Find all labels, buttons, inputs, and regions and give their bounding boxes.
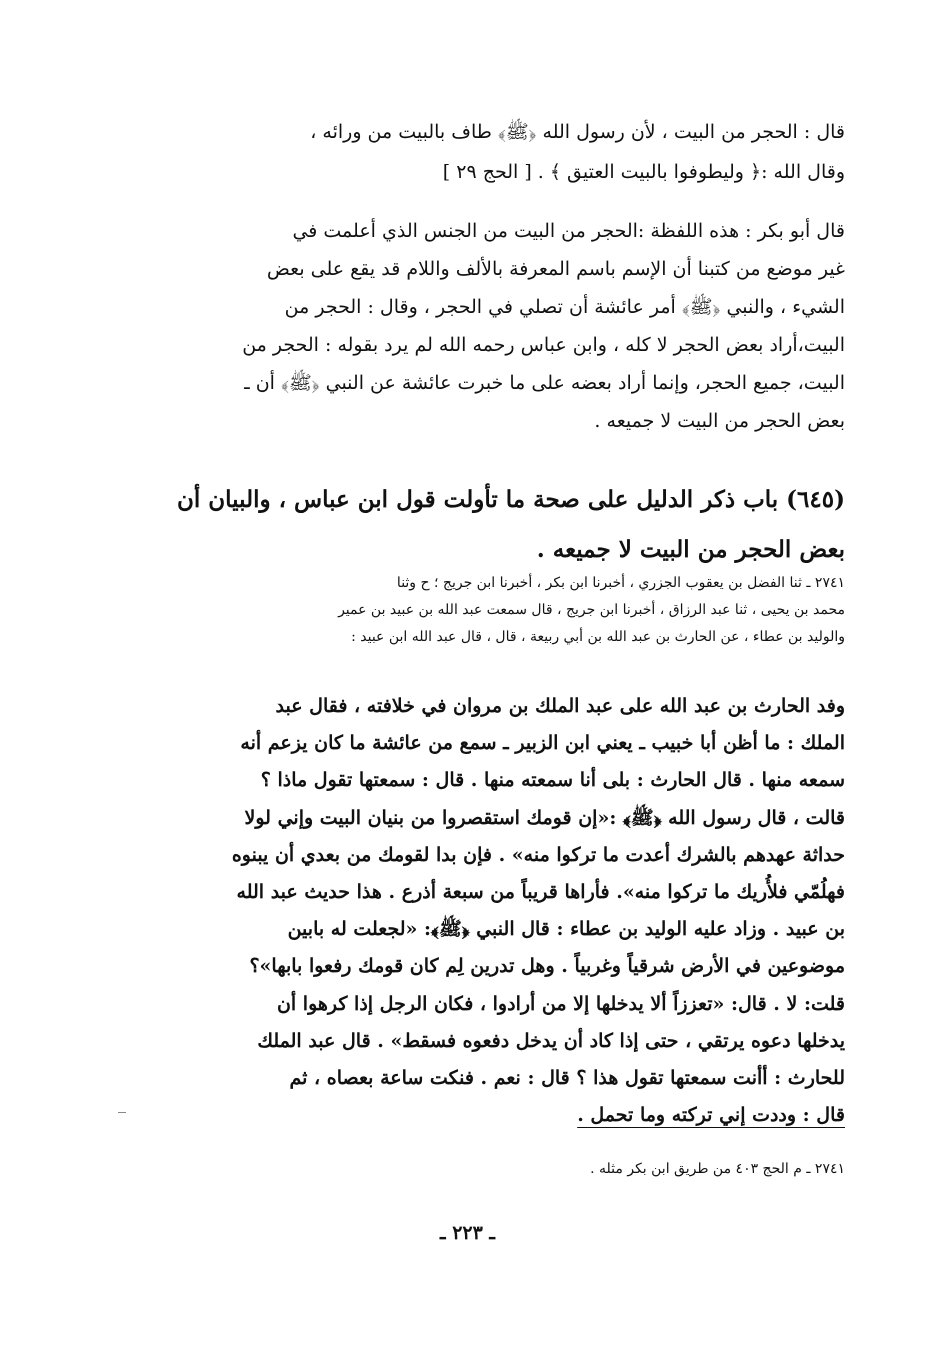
text-line: وقال الله :﴿ وليطوفوا بالبيت العتيق ﴾ . [ الحج ٢٩ ] bbox=[442, 161, 845, 183]
text-line: الملك : ما أظن أبا خبيب ـ يعني ابن الزبير ـ سمع من عائشة ما كان يزعم أنه bbox=[240, 732, 845, 755]
isnad-line: محمد بن يحيى ، ثنا عبد الرزاق ، أخبرنا ابن جريج ، قال سمعت عبد الله بن عبيد بن عمير bbox=[338, 602, 845, 618]
text-line: فهلُمّي فلأُريك ما تركوا منه». فأراها قريباً من سبعة أذرع . هذا حديث عبد الله bbox=[236, 881, 845, 904]
hadith-text bbox=[160, 688, 845, 1134]
chapter-heading bbox=[160, 475, 845, 575]
commentary-paragraph bbox=[160, 212, 845, 440]
text-line: البيت، جميع الحجر، وإنما أراد بعضه على ما خبرت عائشة عن النبي ﴿ﷺ﴾ أن ـ bbox=[244, 372, 845, 394]
isnad-line: ٢٧٤١ ـ ثنا الفضل بن يعقوب الجزري ، أخبرنا ابن بكر ، أخبرنا ابن جريج ؛ ح وثنا bbox=[396, 575, 845, 591]
text-line: حداثة عهدهم بالشرك أعدت ما تركوا منه» . فإن بدا لقومك من بعدي أن يبنوه bbox=[231, 843, 845, 866]
text-line: الشيء ، والنبي ﴿ﷺ﴾ أمر عائشة أن تصلي في الحجر ، وقال : الحجر من bbox=[284, 296, 845, 318]
text-line: قال : وددت إني تركته وما تحمل . bbox=[577, 1104, 845, 1127]
page-number: ـ ٢٢٣ ـ bbox=[440, 1222, 495, 1244]
footnote bbox=[160, 1157, 845, 1181]
isnad-line: والوليد بن عطاء ، عن الحارث بن عبد الله بن أبي ربيعة ، قال ، قال عبد الله ابن عبيد : bbox=[351, 629, 845, 645]
text-line: بن عبيد . وزاد عليه الوليد بن عطاء : قال النبي ﴿ﷺ﴾: «لجعلت له بابين bbox=[287, 918, 845, 941]
text-line: موضوعين في الأرض شرقياً وغربياً . وهل تدرين لِم كان قومك رفعوا بابها»؟ bbox=[249, 955, 845, 978]
scan-mark bbox=[118, 1112, 126, 1113]
text-line: للحارث : أأنت سمعتها تقول هذا ؟ قال : نعم . فنكت ساعة بعصاه ، ثم bbox=[289, 1067, 845, 1090]
text-line: يدخلها دعوه يرتقي ، حتى إذا كاد أن يدخل دفعوه فسقط» . قال عبد الملك bbox=[257, 1029, 845, 1052]
text-line: غير موضع من كتبنا أن الإسم باسم المعرفة بالألف واللام قد يقع على بعض bbox=[266, 258, 845, 280]
footnote-text: ٢٧٤١ ـ م الحج ٤٠٣ من طريق ابن بكر مثله . bbox=[590, 1161, 845, 1177]
text-line: بعض الحجر من البيت لا جميعه . bbox=[594, 410, 845, 432]
text-line: وفد الحارث بن عبد الله على عبد الملك بن مروان في خلافته ، فقال عبد bbox=[275, 695, 845, 717]
heading-line: بعض الحجر من البيت لا جميعه . bbox=[536, 536, 845, 563]
heading-line: (٦٤٥) باب ذكر الدليل على صحة ما تأولت قول ابن عباس ، والبيان أن bbox=[177, 486, 845, 513]
text-line: قال : الحجر من البيت ، لأن رسول الله ﴿ﷺ﴾ طاف بالبيت من ورائه ، bbox=[310, 121, 845, 143]
text-line: قالت ، قال رسول الله ﴿ﷺ﴾ :«إن قومك استقصروا من بنيان البيت وإني لولا bbox=[244, 806, 845, 829]
text-line: سمعه منها . قال الحارث : بلى أنا سمعته منها . قال : سمعتها تقول ماذا ؟ bbox=[260, 769, 845, 792]
isnad-chain bbox=[160, 570, 845, 651]
text-line: قلت: لا . قال: «تعززاً ألا يدخلها إلا من أرادوا ، فكان الرجل إذا كرهوا أن bbox=[276, 992, 845, 1015]
text-line: قال أبو بكر : هذه اللفظة :الحجر من البيت من الجنس الذي أعلمت في bbox=[292, 220, 845, 242]
intro-paragraph bbox=[160, 112, 845, 192]
text-line: البيت،أراد بعض الحجر لا كله ، وابن عباس رحمه الله لم يرد بقوله : الحجر من bbox=[242, 334, 845, 356]
